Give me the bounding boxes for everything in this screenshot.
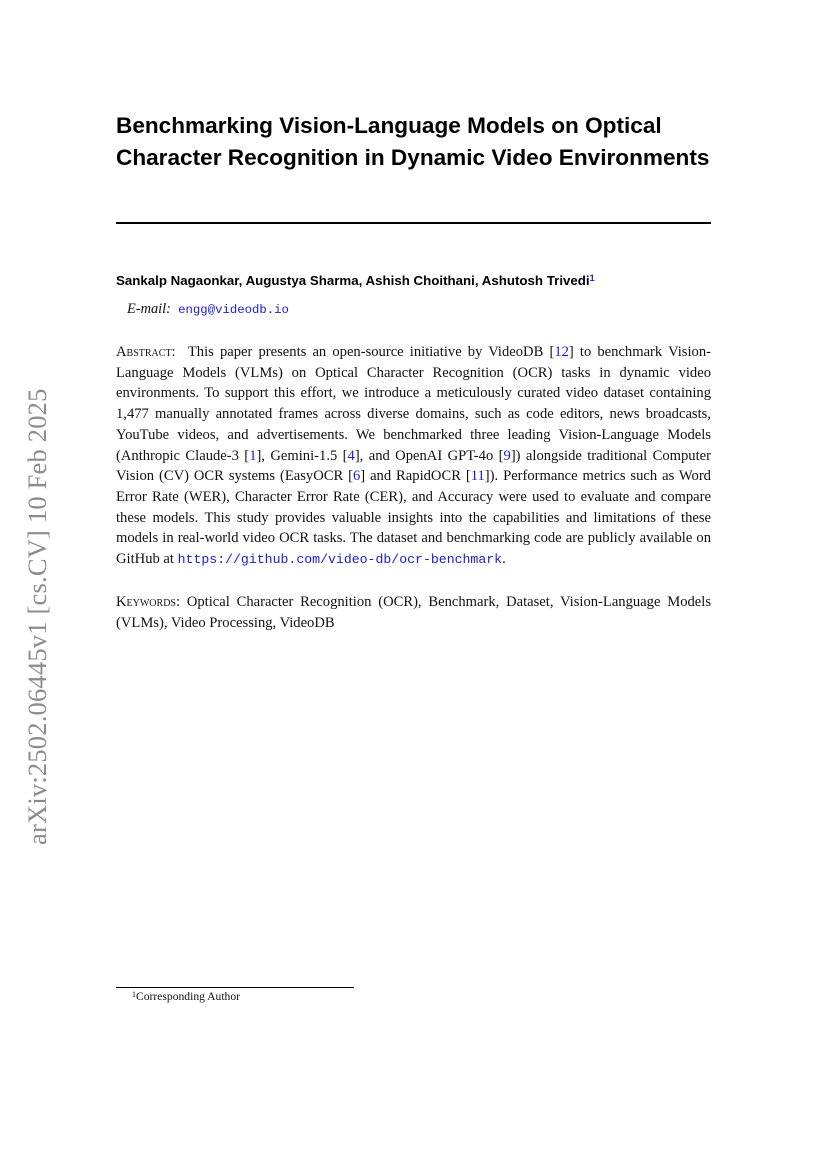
citation-link[interactable]: 1 (249, 447, 257, 464)
arxiv-stamp: arXiv:2502.06445v1 [cs.CV] 10 Feb 2025 (22, 388, 52, 845)
email-label: E-mail: (127, 301, 171, 317)
email-line (127, 301, 289, 318)
citation-link[interactable]: 9 (503, 447, 511, 464)
abstract (116, 342, 711, 571)
abstract-text: ], Gemini-1.5 [ (256, 447, 348, 464)
abstract-text: ]) alongside traditional Computer Vision (CV) OCR systems (EasyOCR [ (116, 447, 711, 485)
keywords-text: Optical Character Recognition (OCR), Benchmark, Dataset, Vision-Language Models (VLMs), Video Processing, VideoDB (116, 594, 712, 631)
abstract-text: ] and RapidOCR [ (360, 468, 471, 485)
citation-link[interactable]: 4 (347, 447, 355, 464)
footnote (132, 990, 240, 1003)
abstract-text: ], and OpenAI GPT-4o [ (354, 447, 504, 464)
author-names: Sankalp Nagaonkar, Augustya Sharma, Ashish Choithani, Ashutosh Trivedi (116, 273, 590, 288)
citation-link[interactable]: 6 (352, 468, 361, 485)
footnote-text: Corresponding Author (136, 990, 241, 1003)
keywords (116, 592, 711, 633)
footnote-rule (116, 987, 354, 988)
email-link[interactable]: engg@videodb.io (178, 303, 289, 317)
title-line-2: Character Recognition in Dynamic Video Environments (116, 145, 710, 170)
paper-title (116, 110, 736, 174)
abstract-label: Abstract: (116, 344, 176, 360)
keywords-label: Keywords: (116, 594, 181, 610)
abstract-text: . (502, 551, 506, 568)
title-line-1: Benchmarking Vision-Language Models on Optical (116, 113, 662, 138)
citation-link[interactable]: 11 (470, 468, 485, 485)
footnote-mark: 1 (132, 990, 136, 999)
abstract-text: This paper presents an open-source initiative by VideoDB [ (187, 344, 555, 360)
citation-link[interactable]: 12 (554, 344, 569, 360)
title-rule (116, 222, 711, 224)
author-list (116, 273, 595, 288)
github-link[interactable]: https://github.com/video-db/ocr-benchmark (177, 552, 503, 568)
abstract-text: ]). Performance metrics such as Word Error Rate (WER), Character Error Rate (CER), and Accuracy were used to evaluate and compare these models. This study provides valuable insights into the capabilities and limitations of these models in real-world video OCR tasks. The dataset and benchmarking code are publicly available on GitHub at (116, 468, 711, 568)
author-footnote-link[interactable]: 1 (589, 273, 595, 283)
abstract-text: ] to benchmark Vision-Language Models (VLMs) on Optical Character Recognition (OCR) tasks in dynamic video environments. To support this effort, we introduce a meticulously curated video dataset containing 1,477 manually annotated frames across diverse domains, such as code editors, news broadcasts, YouTube videos, and advertisements. We benchmarked three leading Vision-Language Models (Anthropic Claude-3 [ (116, 344, 711, 464)
